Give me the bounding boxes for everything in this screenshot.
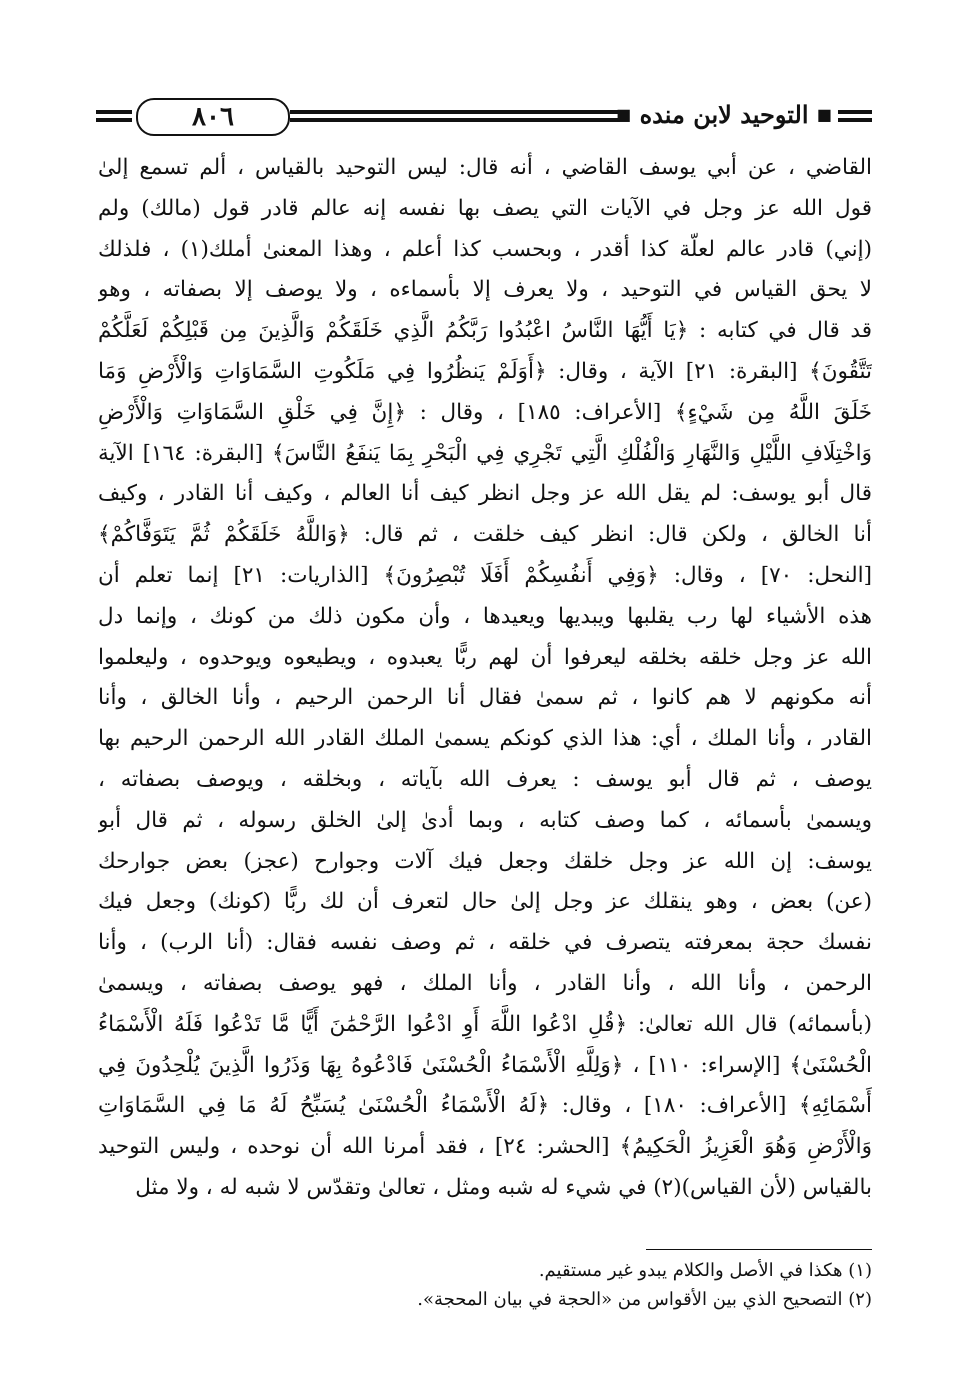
footnote-2: (٢) التصحيح الذي بين الأقواس من «الحجة في بيان المحجة».	[417, 1289, 872, 1310]
text-line: وَالْأَرْضِ وَهُوَ الْعَزِيزُ الْحَكِيمُ﴾ [الحشر: ٢٤] ، فقد أمرنا الله أن نوحده ، وليس التوحيد	[98, 1134, 872, 1160]
text-line: [النحل: ٧٠] ، وقال: ﴿وَفِي أَنفُسِكُمْ أَفَلَا تُبْصِرُونَ﴾ [الذاريات: ٢١] إنما تعلم أن	[98, 562, 872, 588]
header-rule-middle	[290, 110, 620, 114]
header-rule-left	[96, 110, 132, 114]
header-rule-middle-lower	[290, 118, 620, 122]
text-line: تَتَّقُونَ﴾ [البقرة: ٢١] الآية ، وقال: ﴿أَوَلَمْ يَنظُرُوا فِي مَلَكُوتِ السَّمَاوَاتِ وَالْأَرْضِ وَمَا	[98, 358, 872, 384]
book-title-text: التوحيد لابن منده	[639, 100, 809, 129]
text-line: يوسف: إن الله عز وجل خلقك وجعل فيك آلات وجوارح (عجز) بعض جوارحك	[98, 848, 872, 874]
text-line: وَاخْتِلَافِ اللَّيْلِ وَالنَّهَارِ وَالْفُلْكِ الَّتِي تَجْرِي فِي الْبَحْرِ بِمَا يَنفَعُ النَّاسَ﴾ [البقرة: ١٦٤] الآية	[98, 440, 872, 466]
text-line: الله عز وجل خلقه بخلقه ليعرفوا أن لهم ربًّا يعبدوه ، ويطيعوه ويوحدوه ، وليعلموا	[98, 644, 872, 670]
main-text	[98, 148, 872, 1209]
text-line: (عن) بعض ، وهو ينقلك عز وجل إلىٰ حال لتعرف أن لك ربًّا (كونك) وجعل فيك	[98, 889, 872, 915]
text-line: قال أبو يوسف: لم يقل الله عز وجل انظر كيف أنا العالم ، وكيف أنا القادر ، وكيف	[98, 481, 872, 507]
text-line: هذه الأشياء لها رب يقلبها ويبديها ويعيدها ، وأن مكون ذلك من كونك ، وإنما دل	[98, 603, 872, 629]
header-rule-left-lower	[96, 118, 132, 122]
page-header	[96, 96, 872, 140]
footnote-1: (١) هكذا في الأصل والكلام يبدو غير مستقيم.	[538, 1260, 872, 1281]
text-line: ويسمىٰ بأسمائه ، كما وصف كتابه ، وبما أدىٰ إلىٰ الخلق رسوله ، ثم قال أبو	[98, 807, 872, 833]
text-line: يوصف ، ثم قال أبو يوسف : يعرف الله بآياته ، وبخلقه ، ويوصف بصفاته ،	[98, 766, 872, 792]
text-line: أنا الخالق ، ولكن قال: انظر كيف خلقت ، ثم قال: ﴿وَاللَّهُ خَلَقَكُمْ ثُمَّ يَتَوَفَّاكُمْ﴾	[98, 522, 872, 548]
footnotes	[172, 1256, 872, 1314]
text-line: (إني) قادر عالم لعلّة كذا أقدر ، وبحسب كذا أعلم ، وهذا المعنىٰ أملك(١) ، فلذلك	[98, 236, 872, 262]
text-line: أنه مكونهم لا هم كانوا ، ثم سمىٰ فقال أنا الرحمن الرحيم ، وأنا الخالق ، وأنا	[98, 685, 872, 711]
text-line: لا يحق القياس في التوحيد ، ولا يعرف إلا بأسماءه ، ولا يوصف إلا بصفاته ، وهو	[98, 277, 872, 303]
text-line: قد قال في كتابه : ﴿يَا أَيُّهَا النَّاسُ اعْبُدُوا رَبَّكُمُ الَّذِي خَلَقَكُمْ وَالَّذِينَ مِن قَبْلِكُمْ لَعَلَّكُمْ	[98, 318, 872, 344]
text-line: الرحمن ، وأنا الله ، وأنا القادر ، وأنا الملك ، فهو يوصف بصفاته ، ويسمىٰ	[98, 970, 872, 996]
text-line: القاضي ، عن أبي يوسف القاضي ، أنه قال: ليس التوحيد بالقياس ، ألم تسمع إلىٰ	[98, 155, 872, 180]
text-line: خَلَقَ اللَّهُ مِن شَيْءٍ﴾ [الأعراف: ١٨٥] ، وقال : ﴿إِنَّ فِي خَلْقِ السَّمَاوَاتِ وَالْأَرْضِ	[98, 399, 872, 425]
header-rule-right	[838, 110, 872, 114]
footnote-separator	[646, 1249, 872, 1250]
text-line: بالقياس (لأن القياس)(٢) في شيء له شبه ومثل ، تعالىٰ وتقدّس لا شبه له ، ولا مثل	[135, 1174, 872, 1200]
text-line: أَسْمَائِهِ﴾ [الأعراف: ١٨٠] ، وقال: ﴿لَهُ الْأَسْمَاءُ الْحُسْنَىٰ يُسَبِّحُ لَهُ مَا فِي السَّمَاوَاتِ	[98, 1093, 872, 1119]
running-title	[616, 100, 832, 129]
page-number	[136, 98, 290, 136]
text-line: نفسك حجة بمعرفته يتصرف في خلقه ، ثم وصف نفسه فقال: (أنا الرب) ، وأنا	[98, 930, 872, 956]
header-rule-right-lower	[838, 118, 872, 122]
text-line: القادر ، وأنا الملك ، أي: هذا الذي كونكم يسمىٰ الملك القادر الله الرحمن الرحيم بها	[98, 726, 872, 752]
square-marker-icon: ■	[616, 105, 632, 124]
square-marker-icon: ■	[816, 105, 832, 124]
text-line: قول الله عز وجل في الآيات التي يصف بها نفسه إنه عالم قادر قول (مالك) ولم	[98, 195, 872, 221]
text-line: (بأسمائه) قال الله تعالىٰ: ﴿قُلِ ادْعُوا اللَّهَ أَوِ ادْعُوا الرَّحْمَٰنَ أَيًّا مَّا تَدْعُوا فَلَهُ الْأَسْمَاءُ	[98, 1011, 872, 1037]
page-number-text: ٨٠٦	[192, 102, 234, 132]
text-line: الْحُسْنَىٰ﴾ [الإسراء: ١١٠] ، ﴿وَلِلَّهِ الْأَسْمَاءُ الْحُسْنَىٰ فَادْعُوهُ بِهَا وَذَرُوا الَّذِينَ يُلْحِدُونَ فِي	[98, 1052, 872, 1078]
